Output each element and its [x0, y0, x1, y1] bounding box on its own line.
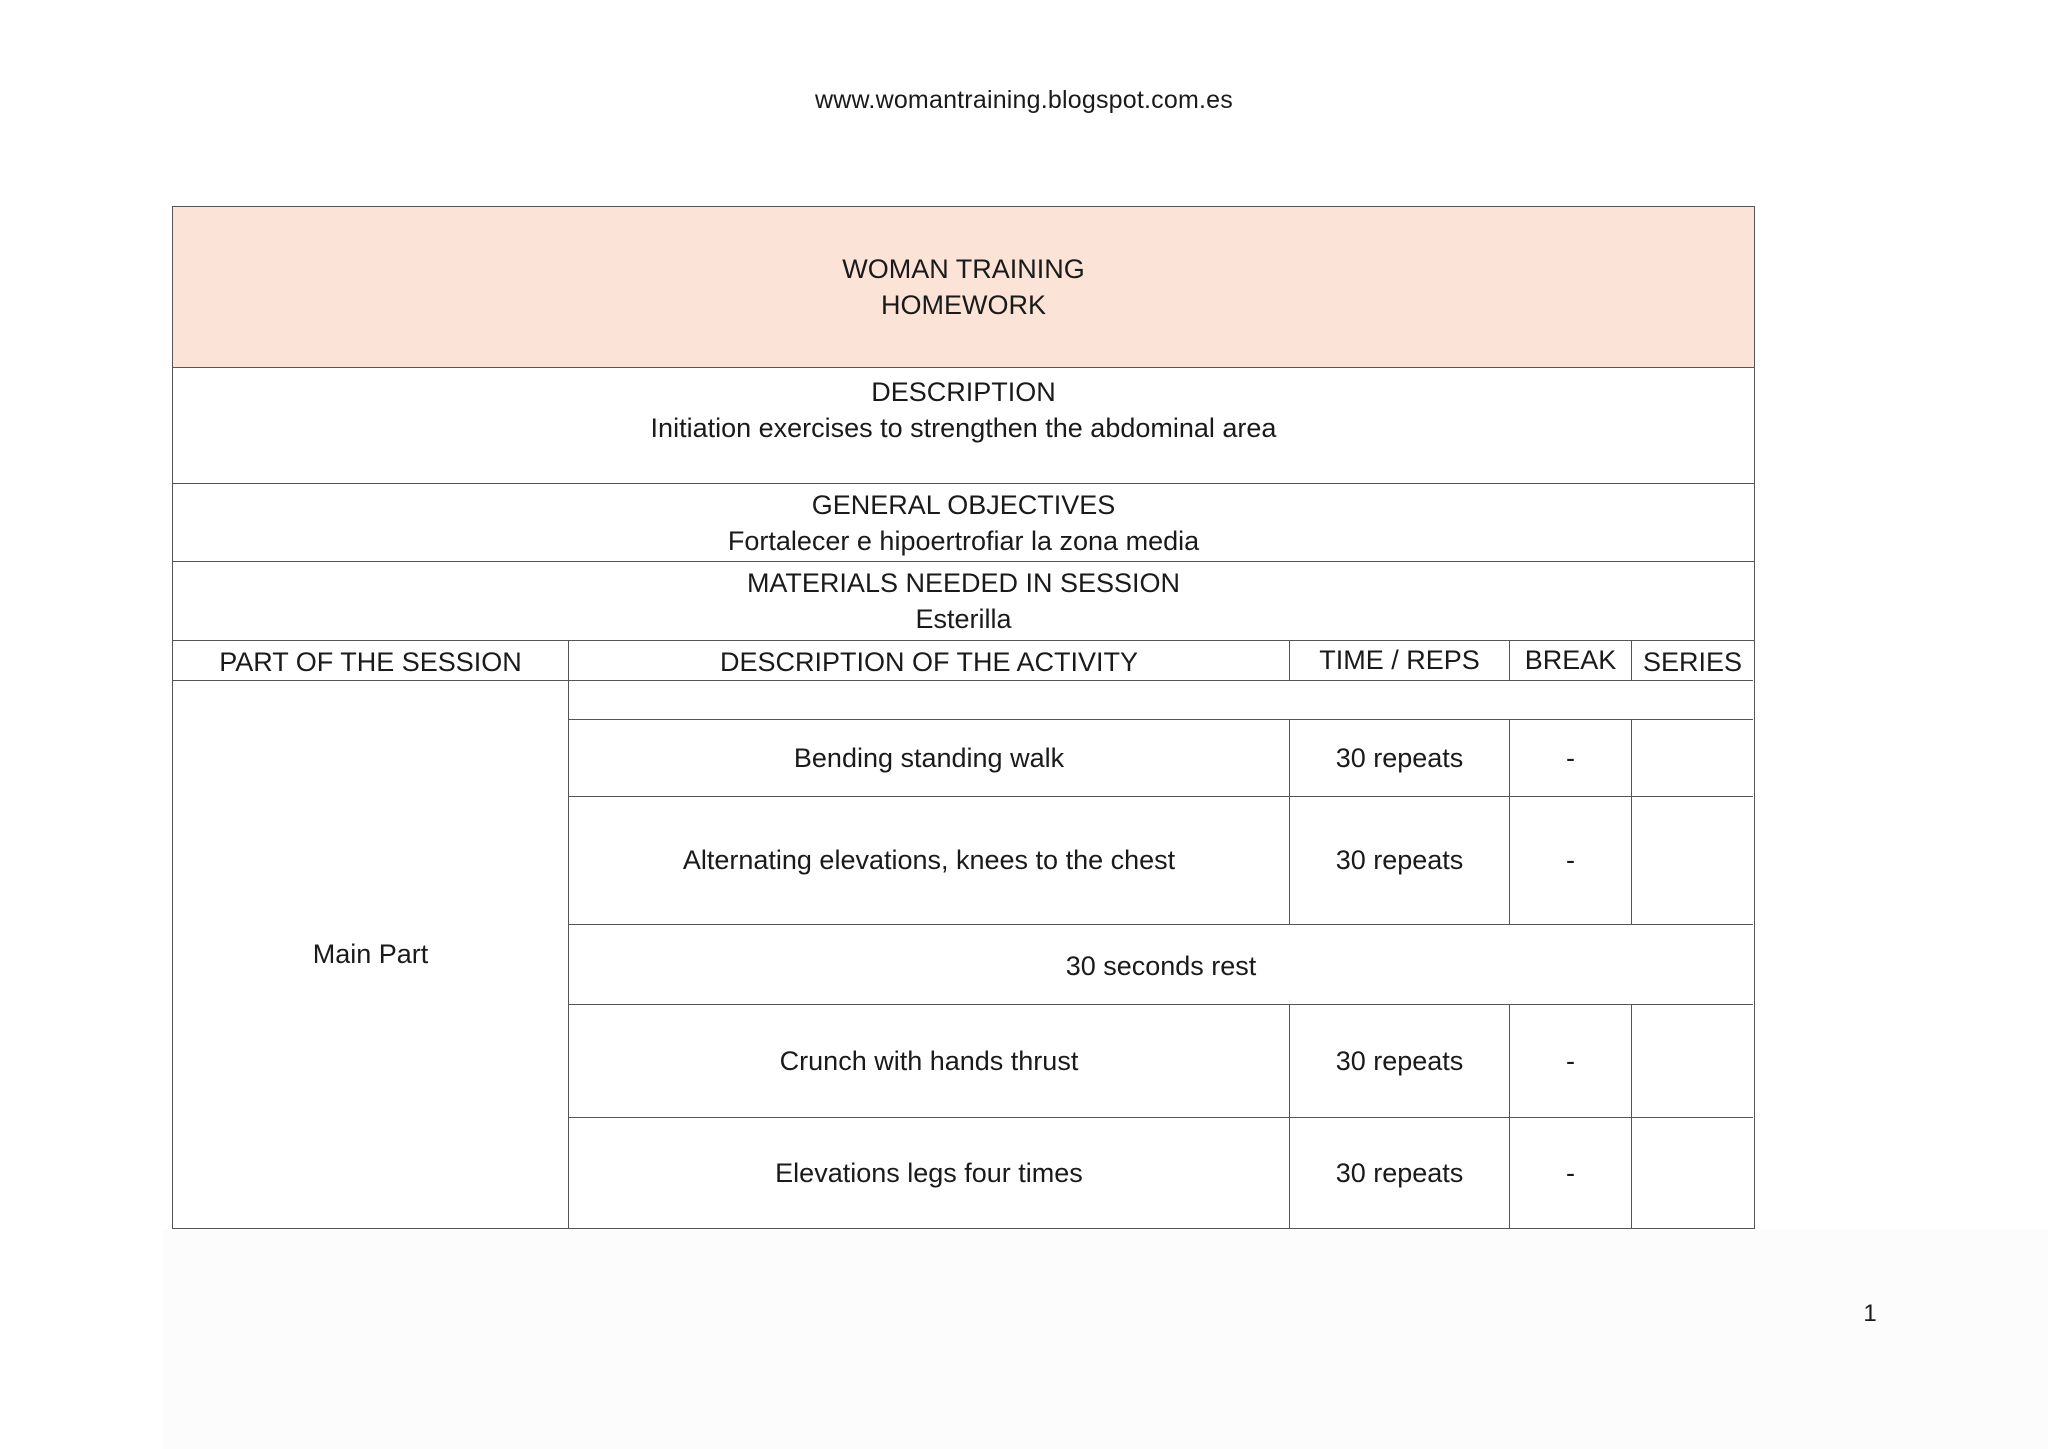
activity-cell: Bending standing walk — [569, 720, 1290, 797]
rest-row: 30 seconds rest — [569, 925, 1753, 1005]
training-sheet — [172, 206, 1755, 1229]
header-part: PART OF THE SESSION — [173, 641, 569, 681]
activity-cell: Elevations legs four times — [569, 1118, 1290, 1228]
objectives-section — [173, 484, 1754, 562]
break-cell: - — [1510, 720, 1632, 797]
description-label: DESCRIPTION — [871, 377, 1056, 407]
break-cell: - — [1510, 797, 1632, 925]
description-text: Initiation exercises to strengthen the abdominal area — [650, 413, 1277, 443]
objectives-label: GENERAL OBJECTIVES — [811, 489, 1116, 520]
header-time: TIME / REPS — [1290, 641, 1510, 681]
objectives-text: Fortalecer e hipoertrofiar la zona media — [727, 525, 1200, 556]
materials-label: MATERIALS NEEDED IN SESSION — [746, 568, 1181, 598]
page-number: 1 — [1863, 1300, 1877, 1327]
table-row-empty — [569, 681, 1753, 720]
title-line-2: HOMEWORK — [881, 290, 1046, 320]
header-series: SERIES — [1632, 641, 1753, 681]
session-table — [173, 641, 1753, 1228]
page-shadow — [162, 1230, 2048, 1449]
break-cell: - — [1510, 1005, 1632, 1118]
series-cell — [1632, 1005, 1753, 1118]
description-section — [173, 368, 1754, 484]
part-main: Main Part — [173, 681, 569, 1228]
header-activity: DESCRIPTION OF THE ACTIVITY — [569, 641, 1290, 681]
materials-section — [173, 562, 1754, 641]
break-cell: - — [1510, 1118, 1632, 1228]
time-cell: 30 repeats — [1290, 1118, 1510, 1228]
series-cell — [1632, 720, 1753, 797]
time-cell: 30 repeats — [1290, 1005, 1510, 1118]
activity-cell: Alternating elevations, knees to the chest — [569, 797, 1290, 925]
header-url: www.womantraining.blogspot.com.es — [815, 86, 1233, 114]
header-break: BREAK — [1510, 641, 1632, 681]
title-line-1: WOMAN TRAINING — [842, 254, 1085, 284]
materials-text: Esterilla — [915, 604, 1012, 634]
time-cell: 30 repeats — [1290, 797, 1510, 925]
time-cell: 30 repeats — [1290, 720, 1510, 797]
title-band — [173, 207, 1754, 368]
series-cell — [1632, 797, 1753, 925]
series-cell — [1632, 1118, 1753, 1228]
activity-cell: Crunch with hands thrust — [569, 1005, 1290, 1118]
